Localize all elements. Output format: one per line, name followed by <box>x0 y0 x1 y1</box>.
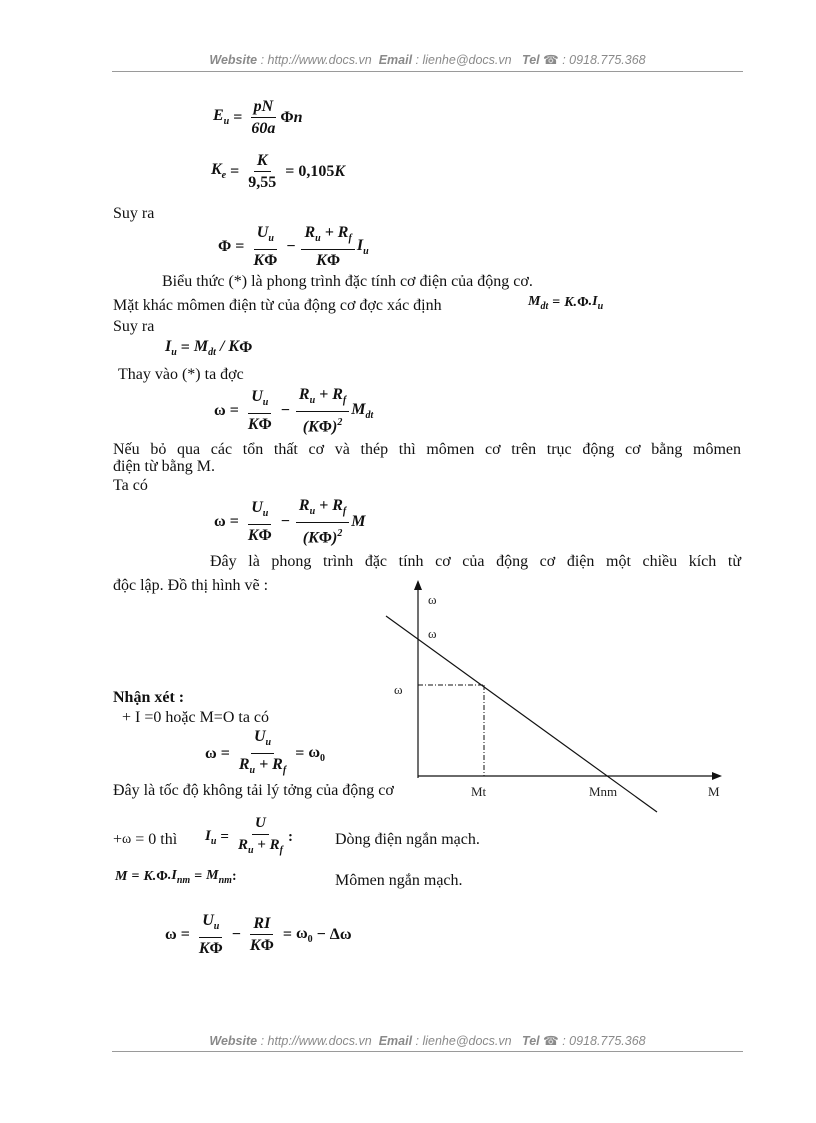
omega-t-label: ω <box>394 682 403 697</box>
header-tel-label: Tel <box>522 53 540 67</box>
footer-tel-value: : 0918.775.368 <box>562 1034 646 1048</box>
text-ta-co: Ta có <box>113 477 148 494</box>
equation-mdt: $M_{dt}$ = K. Φ $.I_u$ <box>528 294 604 312</box>
text-neu-2: điện từ bằng M. <box>113 458 215 475</box>
equation-flux: Φ = $\frac{U_u}{K\Phi}$ − $\frac{R_u + R_f}{K\Phi}$ $I_u$ <box>218 224 369 270</box>
equation-short-circuit-current: $I_u$ = $\frac{U}{R_u + R_f}$ : <box>205 815 293 856</box>
equation-omega-mdt: ω = $\frac{U_u}{K\Phi}$ − $\frac{R_u + R_f}{(K\Phi)^2}$ $M_{dt}$ <box>214 386 374 436</box>
text-suy-ra-1: Suy ra <box>113 205 155 222</box>
text-suy-ra-2: Suy ra <box>113 318 155 335</box>
equation-current: $I_u$ = $M_{dt}$ / K Φ <box>165 338 253 359</box>
footer-email-label: Email <box>378 1034 413 1048</box>
text-neu-1: Nếu bỏ qua các tổn thất cơ và thép thì mômen cơ trên trục động cơ bằng mômen <box>113 441 741 458</box>
footer-tel-label: Tel <box>522 1034 540 1048</box>
footer-website-label: Website <box>209 1034 258 1048</box>
equation-ke: $K_e$ = $\frac{K}{9,55}$ = 0,105 K <box>211 152 346 191</box>
header-website-value: : http://www.docs.vn <box>260 53 372 67</box>
text-bieu-thuc: Biểu thức (*) là phong trình đặc tính cơ điện của động cơ. <box>162 273 533 290</box>
page-header <box>112 52 743 67</box>
footer-email-value: : lienhe@docs.vn <box>415 1034 512 1048</box>
case-short-circuit <box>113 831 177 848</box>
text-nhan-xet: Nhận xét : <box>113 689 185 706</box>
text-day-la-1: Đây là phong trình đặc tính cơ của động cơ điện một chiều kích từ <box>210 553 741 570</box>
header-tel-value: : 0918.775.368 <box>562 53 646 67</box>
equation-omega0: ω = $\frac{U_u}{R_u + R_f}$ = $\omega_0$ <box>205 728 326 777</box>
header-divider <box>112 71 743 72</box>
mt-label: Mt <box>471 784 487 799</box>
header-website-label: Website <box>209 53 258 67</box>
equation-emf: $E_u$ = $\frac{pN}{60a}$ Φ n <box>213 98 303 137</box>
equation-short-circuit-torque: M = K. Φ $.I_{nm}$ = $M_{nm}$ : <box>115 868 237 886</box>
mechanical-characteristic-graph <box>380 578 740 818</box>
equation-omega-m: ω = $\frac{U_u}{K\Phi}$ − $\frac{R_u + R_f}{(K\Phi)^2}$ M <box>214 497 366 547</box>
text-mat-khac: Mặt khác mômen điện từ của động cơ đợc xác định <box>113 297 442 314</box>
footer-divider <box>112 1051 743 1052</box>
text-day-la-2: độc lập. Đồ thị hình vẽ : <box>113 577 269 594</box>
mnm-label: Mnm <box>589 784 618 799</box>
page-footer <box>112 1033 743 1048</box>
text-thay-vao: Thay vào (*) ta đợc <box>118 366 244 383</box>
x-axis-arrow <box>712 772 722 780</box>
case-suffix: = 0 thì <box>135 831 178 848</box>
phone-icon: ☎ <box>543 1034 559 1048</box>
text-toc-do: Đây là tốc độ không tải lý tởng của động cơ <box>113 782 394 799</box>
characteristic-line <box>386 616 657 812</box>
footer-website-value: : http://www.docs.vn <box>260 1034 372 1048</box>
text-dong-dien-ngan-mach: Dòng điện ngắn mạch. <box>335 831 480 848</box>
text-momen-ngan-mach: Mômen ngắn mạch. <box>335 872 463 889</box>
x-axis-label: M <box>708 784 720 799</box>
omega-symbol: ω <box>122 832 132 847</box>
y-axis-label: ω <box>428 592 437 607</box>
y-axis-arrow <box>414 580 422 590</box>
text-bullet-1: + I =0 hoặc M=O ta có <box>122 709 270 726</box>
omega0-label: ω <box>428 626 437 641</box>
case-prefix: + <box>113 831 123 848</box>
header-email-value: : lienhe@docs.vn <box>415 53 512 67</box>
phone-icon: ☎ <box>543 53 559 67</box>
equation-speed-drop: ω = $\frac{U_u}{K\Phi}$ − $\frac{RI}{K\Phi}$ = $\omega_0$ − Δω <box>165 912 352 958</box>
header-email-label: Email <box>378 53 413 67</box>
